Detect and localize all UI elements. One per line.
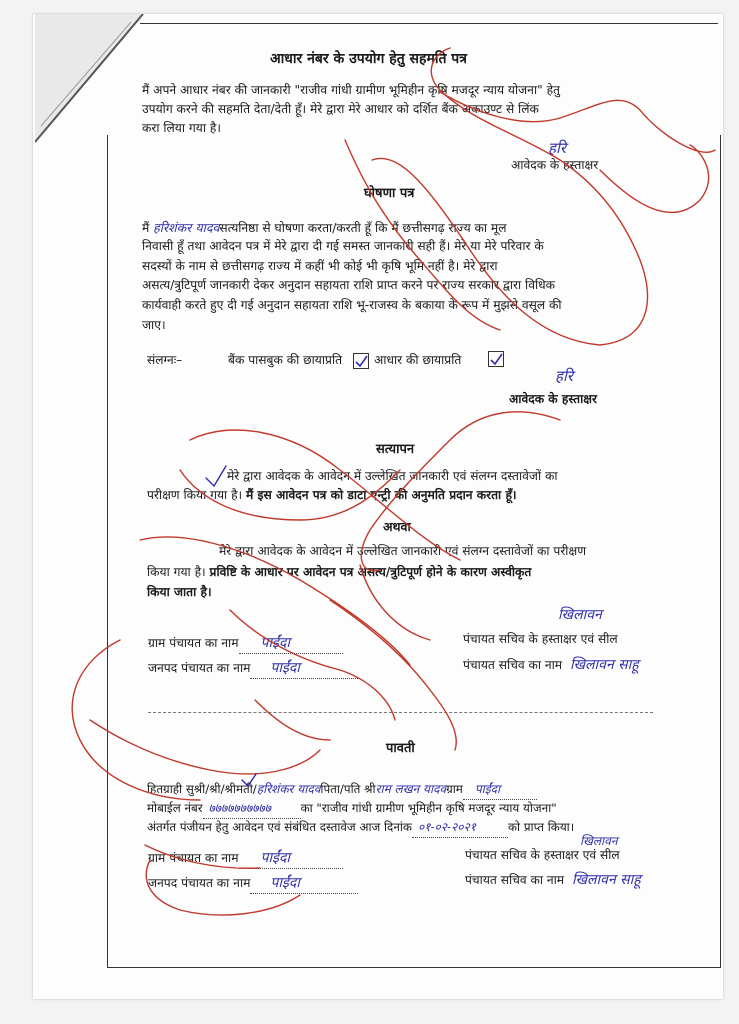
declaration-title: घोषणा पत्र bbox=[364, 186, 415, 201]
receipt-secretary-signature: खिलावन bbox=[580, 834, 618, 848]
declarant-name-hand: हरिशंकर यादव bbox=[153, 220, 220, 235]
verification-line-2 bbox=[147, 486, 517, 505]
check-icon bbox=[489, 353, 503, 367]
receipt-jp-row bbox=[148, 874, 358, 894]
verification-line-5: किया जाता है। bbox=[147, 585, 212, 599]
cut-line bbox=[148, 712, 653, 713]
verification-secretary-sign-label: पंचायत सचिव के हस्ताक्षर एवं सील bbox=[463, 632, 618, 646]
verification-line-1: मेरे द्वारा आवेदक के आवेदन में उल्लेखित जानकारी एवं संलग्न दस्तावेजों का bbox=[227, 469, 558, 483]
receipt-beneficiary-prefix: हितग्राही सुश्री/श्री/श्रीमती/ bbox=[147, 782, 257, 796]
declaration-prefix: मैं bbox=[142, 221, 150, 235]
receipt-jp-label: जनपद पंचायत का नाम bbox=[148, 876, 251, 890]
receipt-date-suffix: को प्राप्त किया। bbox=[507, 820, 575, 834]
declaration-line-1-rest: सत्यनिष्ठा से घोषणा करता/करती हूँ कि मैं छत्तीसगढ़ राज्य का मूल bbox=[219, 221, 507, 235]
receipt-father-label: पिता/पति श्री bbox=[320, 782, 376, 796]
verification-secretary-name-row bbox=[463, 656, 639, 675]
verification-secretary-signature: खिलावन bbox=[558, 607, 602, 623]
verification-line-2b: मैं इस आवेदन पत्र को डाटा एन्ट्री की अनुमति प्रदान करता हूँ। bbox=[246, 488, 517, 502]
receipt-title: पावती bbox=[386, 741, 415, 756]
receipt-gp-label: ग्राम पंचायत का नाम bbox=[148, 851, 239, 865]
receipt-father-name: राम लखन यादव bbox=[375, 782, 447, 796]
verification-jp-row bbox=[148, 659, 358, 679]
receipt-mobile-field bbox=[203, 799, 301, 819]
jp-label: जनपद पंचायत का नाम bbox=[148, 661, 251, 675]
verification-line-4 bbox=[147, 563, 531, 582]
aadhaar-checkbox bbox=[488, 351, 504, 367]
verification-line-4a: किया गया है। bbox=[147, 565, 206, 579]
or-heading: अथवा bbox=[383, 519, 411, 534]
receipt-gp-row bbox=[148, 849, 343, 869]
verification-line-3: मेरे द्वारा आवेदक के आवेदन में उल्लेखित जानकारी एवं संलग्न दस्तावेजों का परीक्षण bbox=[219, 544, 587, 558]
attachment-passbook-label: बैंक पासबुक की छायाप्रति bbox=[228, 353, 343, 367]
receipt-mobile-label: मोबाईल नंबर bbox=[147, 801, 203, 815]
declaration-signature: हरि bbox=[555, 367, 573, 385]
secretary-name-hand: खिलावन साहू bbox=[569, 657, 639, 673]
receipt-mobile-hand: ७७७७७७७७७७ bbox=[208, 801, 271, 815]
receipt-scheme-text: का "राजीव गांधी ग्रामीण भूमिहीन कृषि मजदूर न्याय योजना" bbox=[300, 801, 557, 815]
declaration-line-4: असत्य/त्रुटिपूर्ण जानकारी देकर अनुदान सहायता राशि प्राप्त करने पर राज्य सरकार द्वारा विधिक bbox=[142, 278, 556, 292]
attachment-aadhaar-label: आधार की छायाप्रति bbox=[374, 353, 462, 367]
receipt-line-1 bbox=[147, 780, 537, 800]
verification-title: सत्यापन bbox=[376, 442, 415, 457]
receipt-date-prefix: अंतर्गत पंजीयन हेतु आवेदन एवं संबंधित दस्तावेज आज दिनांक bbox=[147, 820, 412, 834]
declaration-line-1 bbox=[142, 218, 506, 238]
consent-line-1: मैं अपने आधार नंबर की जानकारी "राजीव गांधी ग्रामीण भूमिहीन कृषि मजदूर न्याय योजना" हेतु bbox=[142, 83, 560, 97]
top-rule bbox=[140, 23, 718, 24]
receipt-beneficiary-name: हरिशंकर यादव bbox=[256, 782, 321, 796]
secretary-name-label: पंचायत सचिव का नाम bbox=[463, 658, 563, 672]
receipt-jp-field bbox=[250, 874, 358, 894]
consent-signature: हरि bbox=[548, 139, 566, 157]
receipt-village-field bbox=[463, 780, 537, 800]
receipt-secretary-sign-label: पंचायत सचिव के हस्ताक्षर एवं सील bbox=[465, 848, 620, 862]
receipt-village-hand: पाईंदा bbox=[474, 782, 501, 796]
receipt-date-hand: ०१-०२-२०२१ bbox=[417, 820, 477, 834]
gp-field bbox=[239, 634, 343, 654]
declaration-signature-label: आवेदक के हस्ताक्षर bbox=[509, 392, 597, 406]
gp-label: ग्राम पंचायत का नाम bbox=[148, 636, 239, 650]
jp-value-hand: पाईंदा bbox=[270, 660, 300, 676]
receipt-gp-field bbox=[239, 849, 343, 869]
receipt-secretary-name-label: पंचायत सचिव का नाम bbox=[465, 873, 565, 887]
receipt-gp-hand: पाईंदा bbox=[260, 850, 291, 866]
declaration-line-5: कार्यवाही करते हुए दी गई अनुदान सहायता राशि भू-राजस्व के बकाया के रूप में मुझसे वसूल की bbox=[142, 298, 562, 312]
receipt-line-2 bbox=[147, 799, 557, 819]
verification-gp-row bbox=[148, 634, 343, 654]
declaration-line-6: जाए। bbox=[142, 318, 166, 332]
receipt-secretary-name-row bbox=[465, 871, 641, 890]
declaration-line-3: सदस्यों के नाम से छत्तीसगढ़ राज्य में कहीं भी कोई भी कृषि भूमि नहीं है। मेरे द्वारा bbox=[142, 259, 498, 273]
receipt-date-field bbox=[412, 818, 508, 838]
gp-value-hand: पाईंदा bbox=[260, 635, 291, 651]
verification-line-2a: परीक्षण किया गया है। bbox=[147, 488, 243, 502]
consent-title: आधार नंबर के उपयोग हेतु सहमति पत्र bbox=[270, 51, 467, 67]
attachments-label: संलग्नः– bbox=[147, 353, 183, 367]
verification-line-4b: प्रविष्टि के आधार पर आवेदन पत्र असत्य/त्रुटिपूर्ण होने के कारण अस्वीकृत bbox=[209, 565, 532, 579]
receipt-line-3 bbox=[147, 818, 574, 838]
consent-signature-label: आवेदक के हस्ताक्षर bbox=[511, 158, 599, 172]
jp-field bbox=[250, 659, 358, 679]
receipt-secretary-name-hand: खिलावन साहू bbox=[571, 872, 641, 888]
declaration-line-2: निवासी हूँ तथा आवेदन पत्र में मेरे द्वारा दी गई समस्त जानकारी सही हैं। मेरे या मेरे परिवार के bbox=[142, 239, 544, 253]
receipt-village-label: ग्राम bbox=[446, 782, 463, 796]
consent-line-2: उपयोग करने की सहमति देता/देती हूँ। मेरे द्वारा मेरे आधार को दर्शित बैंक अकाउण्ट से लिंक bbox=[142, 102, 539, 116]
check-icon bbox=[354, 355, 368, 369]
folded-corner bbox=[35, 14, 145, 144]
passbook-checkbox bbox=[353, 353, 369, 369]
consent-line-3: करा लिया गया है। bbox=[142, 121, 221, 135]
receipt-jp-hand: पाईंदा bbox=[270, 875, 300, 891]
